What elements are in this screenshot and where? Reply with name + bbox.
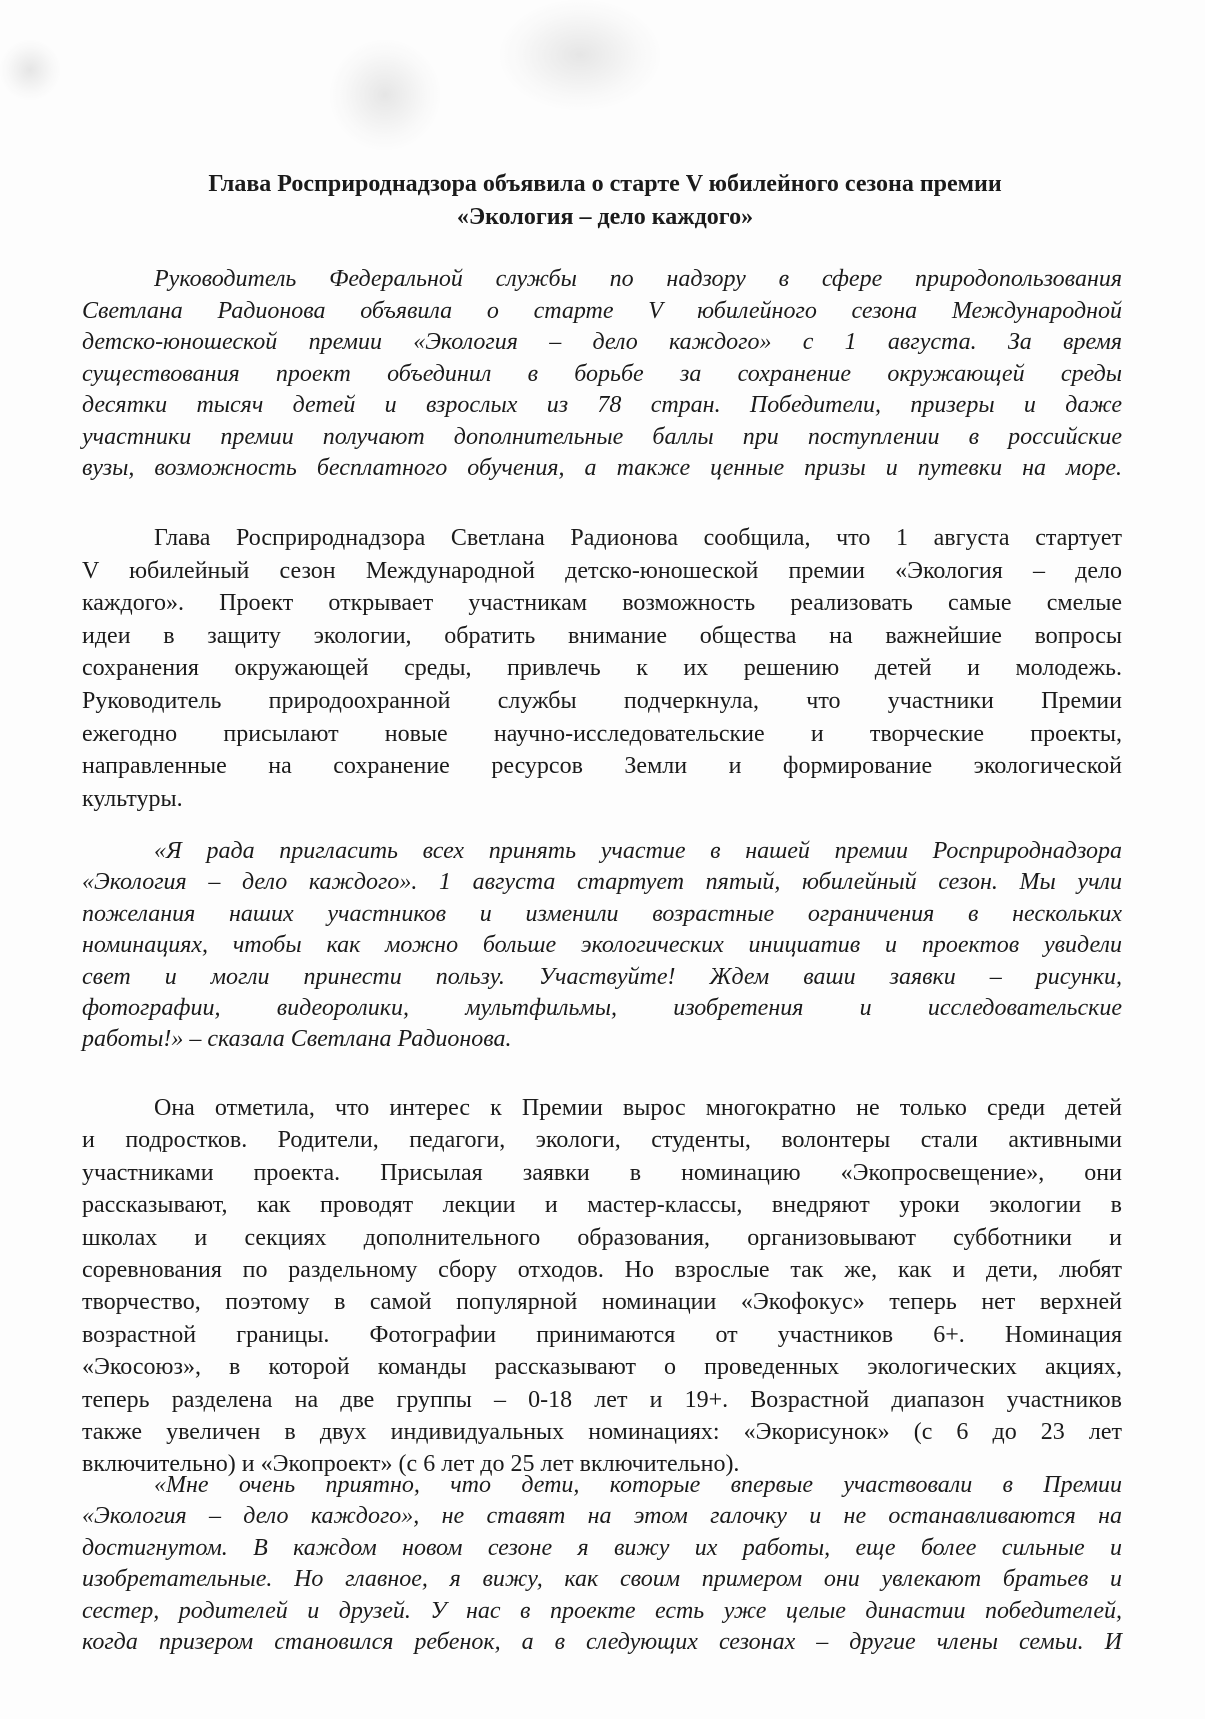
text-line: также увеличен в двух индивидуальных номинациях: «Экорисунок» (с 6 до 23 лет xyxy=(82,1419,1122,1446)
text-line: достигнутом. В каждом новом сезоне я вижу их работы, еще более сильные и xyxy=(82,1534,1122,1561)
text-line: «Экология – дело каждого». 1 августа стартует пятый, юбилейный сезон. Мы учли xyxy=(82,869,1122,896)
text-line: каждого». Проект открывает участникам возможность реализовать самые смелые xyxy=(82,590,1122,617)
text-line: участники премии получают дополнительные баллы при поступлении в российские xyxy=(82,423,1122,450)
text-line: идеи в защиту экологии, обратить внимание общества на важнейшие вопросы xyxy=(82,622,1122,649)
text-line: соревнования по раздельному сбору отходов. Но взрослые так же, как и дети, любят xyxy=(82,1257,1122,1284)
body-paragraph xyxy=(82,522,1122,815)
scan-smudge xyxy=(500,0,660,110)
scan-smudge xyxy=(330,40,440,150)
quote-paragraph xyxy=(82,1470,1122,1658)
text-line: возрастной границы. Фотографии принимаются от участников 6+. Номинация xyxy=(82,1321,1122,1348)
title-line: «Экология – дело каждого» xyxy=(456,204,754,230)
text-line: «Мне очень приятно, что дети, которые впервые участвовали в Премии xyxy=(154,1472,1122,1498)
text-line: школах и секциях дополнительного образования, организовывают субботники и xyxy=(82,1224,1122,1251)
quote-paragraph xyxy=(82,836,1122,1056)
text-line: существования проект объединил в борьбе за сохранение окружающей среды xyxy=(82,360,1122,387)
text-line: V юбилейный сезон Международной детско-юношеской премии «Экология – дело xyxy=(82,557,1122,584)
text-line: включительно) и «Экопроект» (с 6 лет до 25 лет включительно). xyxy=(82,1451,740,1478)
text-line: «Экология – дело каждого», не ставят на этом галочку и не останавливаются на xyxy=(82,1503,1122,1530)
text-line: «Я рада пригласить всех принять участие в нашей премии Росприроднадзора xyxy=(154,838,1122,864)
text-line: «Экосоюз», в которой команды рассказывают о проведенных экологических акциях, xyxy=(82,1354,1122,1381)
text-line: участниками проекта. Присылая заявки в номинацию «Экопросвещение», они xyxy=(82,1159,1122,1186)
text-line: десятки тысяч детей и взрослых из 78 стран. Победители, призеры и даже xyxy=(82,392,1122,418)
lead-paragraph xyxy=(82,264,1122,485)
body-paragraph xyxy=(82,1092,1122,1481)
scan-smudge xyxy=(0,40,60,100)
text-line: сохранения окружающей среды, привлечь к их решению детей и молодежь. xyxy=(82,655,1122,682)
text-line: и подростков. Родители, педагоги, экологи, студенты, волонтеры стали активными xyxy=(82,1127,1122,1154)
text-line: творчество, поэтому в самой популярной номинации «Экофокус» теперь нет верхней xyxy=(82,1289,1122,1316)
text-line: Глава Росприроднадзора Светлана Радионова сообщила, что 1 августа стартует xyxy=(154,525,1122,551)
text-line: пожелания наших участников и изменили возрастные ограничения в нескольких xyxy=(82,900,1122,927)
text-line: Руководитель Федеральной службы по надзору в сфере природопользования xyxy=(154,266,1122,292)
text-line: Светлана Радионова объявила о старте V юбилейного сезона Международной xyxy=(82,297,1122,324)
title-line: Глава Росприроднадзора объявила о старте V юбилейного сезона премии xyxy=(208,171,1002,197)
text-line: Руководитель природоохранной службы подчеркнула, что участники Премии xyxy=(82,687,1122,714)
text-line: направленные на сохранение ресурсов Земли и формирование экологической xyxy=(82,753,1122,780)
text-line: сестер, родителей и друзей. У нас в проекте есть уже целые династии победителей, xyxy=(82,1597,1122,1624)
text-line: культуры. xyxy=(82,785,183,812)
text-line: номинациях, чтобы как можно больше экологических инициатив и проектов увидели xyxy=(82,932,1122,959)
text-line: вузы, возможность бесплатного обучения, а также ценные призы и путевки на море. xyxy=(82,455,1122,481)
text-line: изобретательные. Но главное, я вижу, как своим примером они увлекают братьев и xyxy=(82,1566,1122,1593)
text-line: теперь разделена на две группы – 0-18 лет и 19+. Возрастной диапазон участников xyxy=(82,1386,1122,1413)
text-line: рассказывают, как проводят лекции и мастер-классы, внедряют уроки экологии в xyxy=(82,1192,1122,1219)
text-line: фотографии, видеоролики, мультфильмы, изобретения и исследовательские xyxy=(82,995,1122,1022)
text-line: свет и могли принести пользу. Участвуйте! Ждем ваши заявки – рисунки, xyxy=(82,963,1122,990)
text-line: работы!» – сказала Светлана Радионова. xyxy=(82,1026,512,1053)
article-title xyxy=(95,168,1115,234)
text-line: когда призером становился ребенок, а в следующих сезонах – другие члены семьи. И xyxy=(82,1629,1122,1656)
text-line: Она отметила, что интерес к Премии вырос многократно не только среди детей xyxy=(154,1095,1122,1121)
text-line: детско-юношеской премии «Экология – дело каждого» с 1 августа. За время xyxy=(82,329,1122,355)
text-line: ежегодно присылают новые научно-исследовательские и творческие проекты, xyxy=(82,720,1122,747)
